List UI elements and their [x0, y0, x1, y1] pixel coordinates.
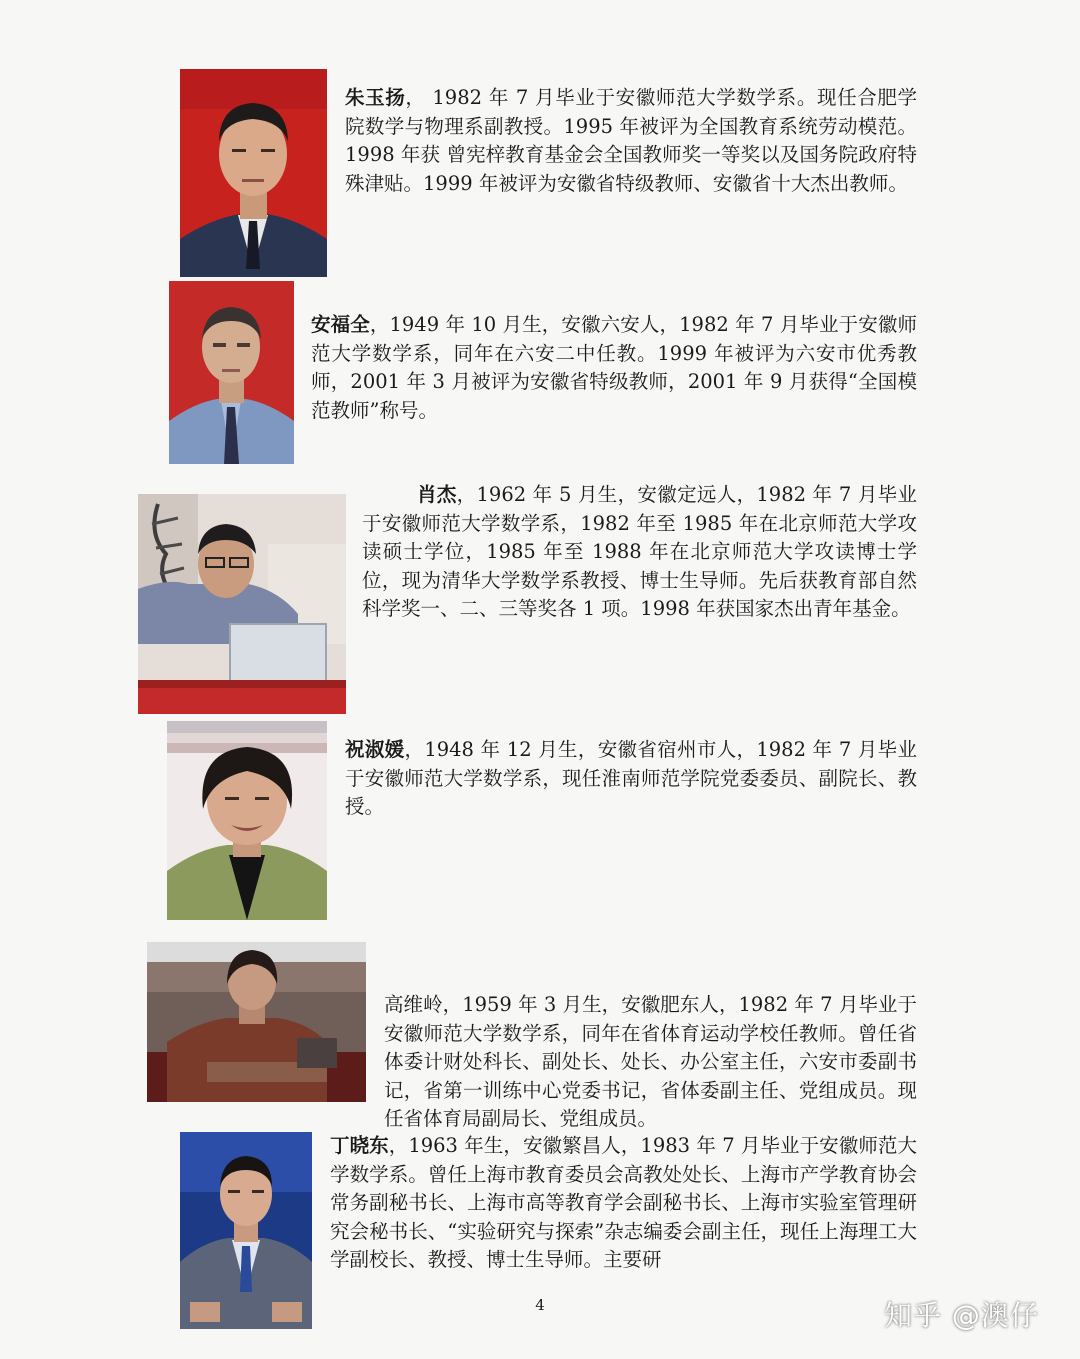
- portrait-photo-gao-weiling: [147, 942, 366, 1102]
- portrait-photo-an-fuquan: [169, 281, 294, 464]
- bio-gao-weiling: [384, 991, 917, 1134]
- portrait-photo-xiao-jie: [138, 494, 346, 714]
- bio-text: ，1948 年 12 月生，安徽省宿州市人，1982 年 7 月毕业于安徽师范大学数学系，现任淮南师范学院党委委员、副院长、教授。: [345, 738, 917, 818]
- watermark: 知乎 @澳仔: [884, 1299, 1039, 1332]
- bio-zhu-yuyang: [345, 84, 917, 198]
- bio-text: ，1959 年 3 月生，安徽肥东人，1982 年 7 月毕业于安徽师范大学数学系，同年在省体育运动学校任教师。曾任省体委计财处科长、副处长、处长、办公室主任，六安市委副书记，省第一训练中心党委书记，省体委副主任、党组成员。现任省体育局副局长、党组成员。: [384, 993, 917, 1130]
- bio-zhu-shuyuan: [345, 736, 917, 822]
- person-name: 祝淑媛: [345, 738, 405, 761]
- bio-text: ，1949 年 10 月生，安徽六安人，1982 年 7 月毕业于安徽师范大学数学系，同年在六安二中任教。1999 年被评为六安市优秀教师，2001 年 3 月被评为安徽省特级教师，2001 年 9 月获得“全国模范教师”称号。: [311, 313, 917, 422]
- bio-xiao-jie: [362, 481, 917, 624]
- portrait-photo-zhu-yuyang: [180, 69, 327, 277]
- person-name: 朱玉扬: [345, 86, 406, 109]
- portrait-photo-zhu-shuyuan: [167, 721, 327, 920]
- bio-text: ，1962 年 5 月生，安徽定远人，1982 年 7 月毕业于安徽师范大学数学系，1982 年至 1985 年在北京师范大学攻读硕士学位，1985 年至 1988 年在北京师范大学攻读博士学位，现为清华大学数学系教授、博士生导师。先后获教育部自然科学奖一、二、三等奖各 1 项。1998 年获国家杰出青年基金。: [362, 483, 917, 620]
- person-name: 高维岭: [384, 993, 443, 1016]
- page-number: 4: [535, 1296, 545, 1314]
- bio-ding-xiaodong: [330, 1132, 917, 1275]
- person-name: 肖杰: [417, 483, 457, 506]
- person-name: 丁晓东: [330, 1134, 389, 1157]
- person-name: 安福全: [311, 313, 370, 336]
- bio-text: ， 1982 年 7 月毕业于安徽师范大学数学系。现任合肥学院数学与物理系副教授。1995 年被评为全国教育系统劳动模范。1998 年获 曾宪梓教育基金会全国教师奖一等奖以及国务院政府特殊津贴。1999 年被评为安徽省特级教师、安徽省十大杰出教师。: [345, 86, 917, 195]
- portrait-photo-ding-xiaodong: [180, 1132, 312, 1329]
- bio-text: ，1963 年生，安徽繁昌人，1983 年 7 月毕业于安徽师范大学数学系。曾任上海市教育委员会高教处处长、上海市产学教育协会常务副秘书长、上海市高等教育学会副秘书长、上海市实验室管理研究会秘书长、“实验研究与探索”杂志编委会副主任，现任上海理工大学副校长、教授、博士生导师。主要研: [330, 1134, 917, 1271]
- bio-an-fuquan: [311, 311, 917, 425]
